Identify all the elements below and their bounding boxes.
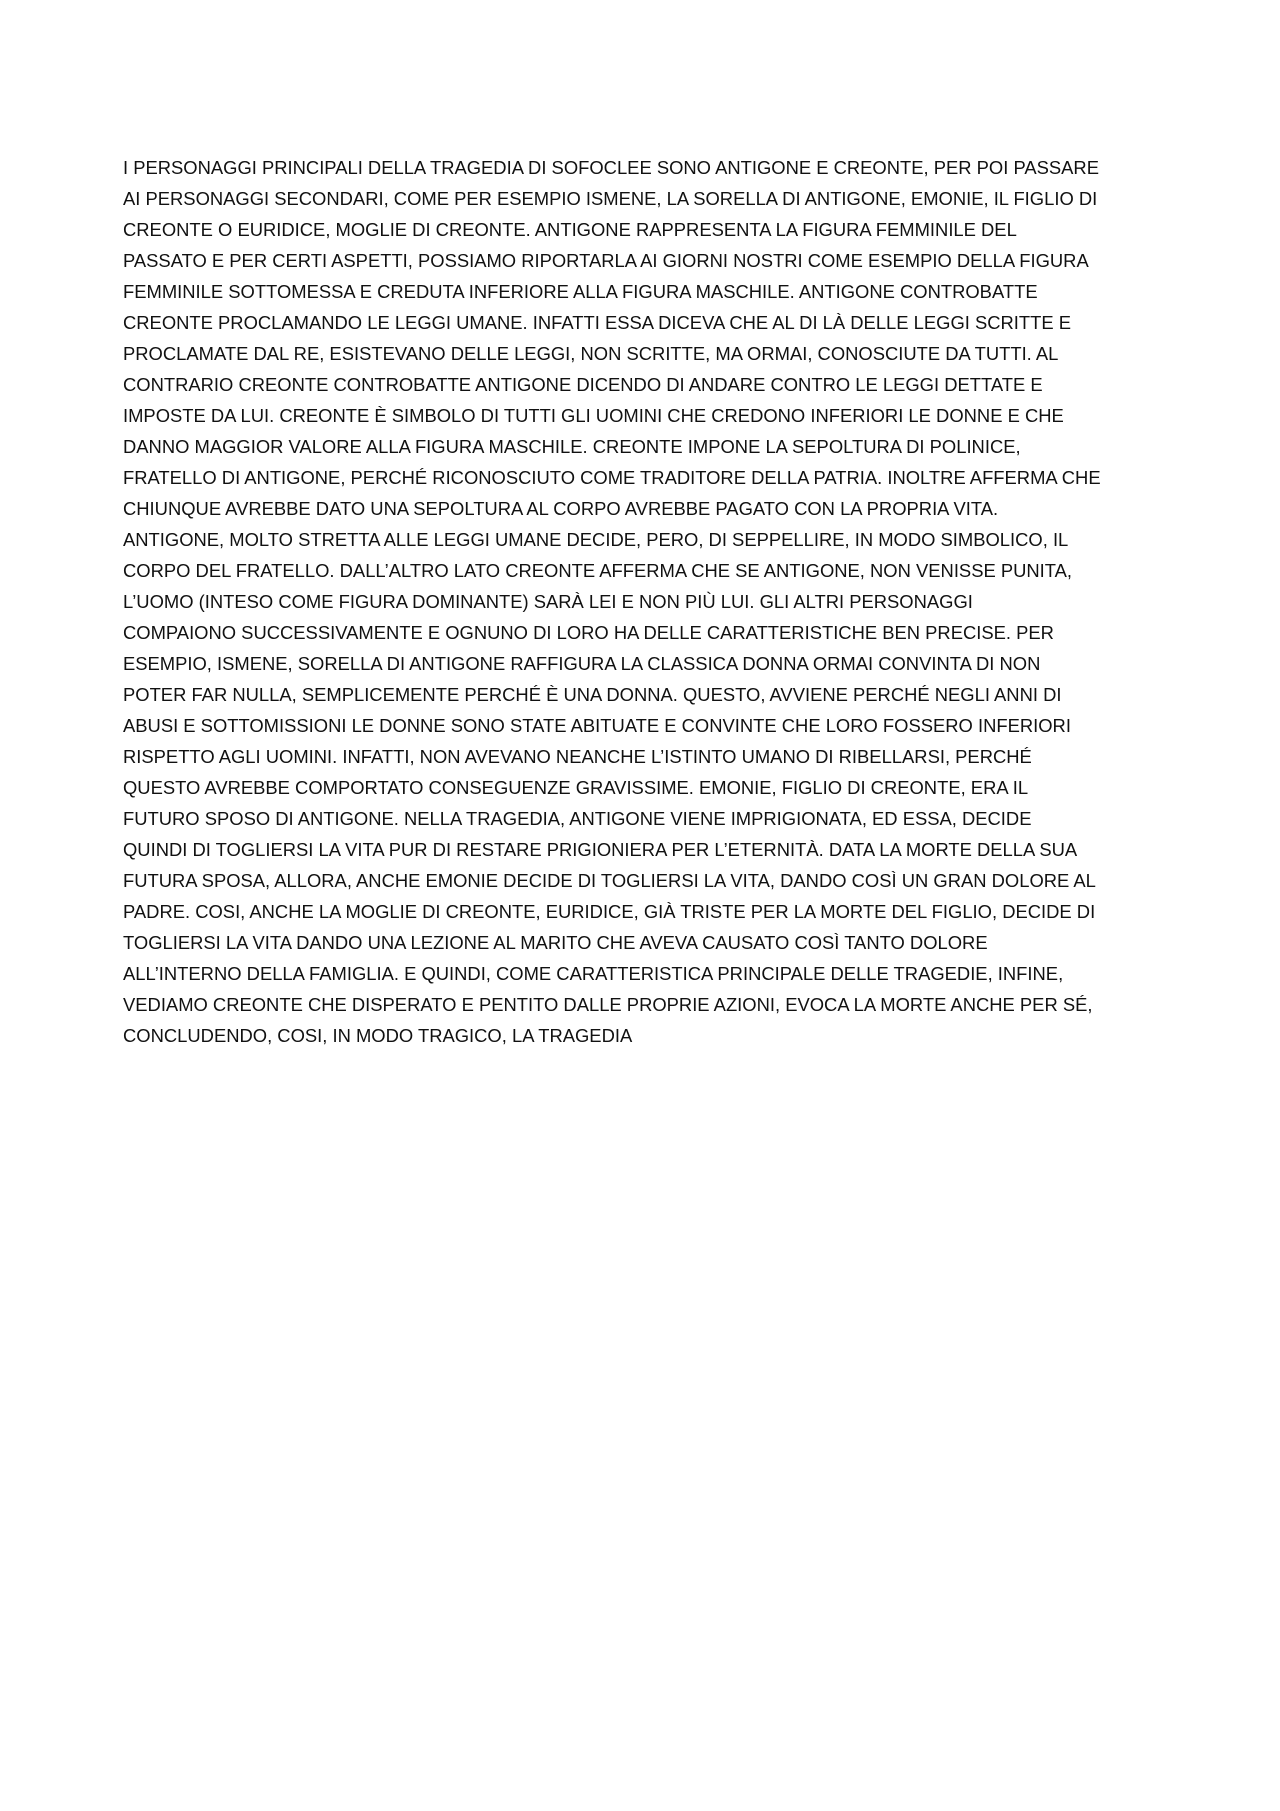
text-line: COMPAIONO SUCCESSIVAMENTE E OGNUNO DI LORO HA DELLE CARATTERISTICHE BEN PRECISE. PER	[123, 622, 1054, 643]
text-line: DANNO MAGGIOR VALORE ALLA FIGURA MASCHILE. CREONTE IMPONE LA SEPOLTURA DI POLINICE,	[123, 436, 1021, 457]
text-line: PROCLAMATE DAL RE, ESISTEVANO DELLE LEGGI, NON SCRITTE, MA ORMAI, CONOSCIUTE DA TUTTI. AL	[123, 343, 1059, 364]
text-line: CREONTE O EURIDICE, MOGLIE DI CREONTE. ANTIGONE RAPPRESENTA LA FIGURA FEMMINILE DEL	[123, 219, 1017, 240]
text-line: IMPOSTE DA LUI. CREONTE È SIMBOLO DI TUTTI GLI UOMINI CHE CREDONO INFERIORI LE DONNE E CHE	[123, 405, 1064, 426]
body-text	[123, 152, 1183, 1051]
text-line: ANTIGONE, MOLTO STRETTA ALLE LEGGI UMANE DECIDE, PERO, DI SEPPELLIRE, IN MODO SIMBOLICO, IL	[123, 529, 1069, 550]
text-line: ABUSI E SOTTOMISSIONI LE DONNE SONO STATE ABITUATE E CONVINTE CHE LORO FOSSERO INFERIORI	[123, 715, 1071, 736]
text-line: FEMMINILE SOTTOMESSA E CREDUTA INFERIORE ALLA FIGURA MASCHILE. ANTIGONE CONTROBATTE	[123, 281, 1038, 302]
text-line: RISPETTO AGLI UOMINI. INFATTI, NON AVEVANO NEANCHE L’ISTINTO UMANO DI RIBELLARSI, PERCHÉ	[123, 746, 1032, 767]
text-line: ESEMPIO, ISMENE, SORELLA DI ANTIGONE RAFFIGURA LA CLASSICA DONNA ORMAI CONVINTA DI NON	[123, 653, 1041, 674]
text-line: I PERSONAGGI PRINCIPALI DELLA TRAGEDIA DI SOFOCLEE SONO ANTIGONE E CREONTE, PER POI PASSARE	[123, 157, 1099, 178]
text-line: POTER FAR NULLA, SEMPLICEMENTE PERCHÉ È UNA DONNA. QUESTO, AVVIENE PERCHÉ NEGLI ANNI DI	[123, 684, 1062, 705]
text-line: CREONTE PROCLAMANDO LE LEGGI UMANE. INFATTI ESSA DICEVA CHE AL DI LÀ DELLE LEGGI SCRITTE E	[123, 312, 1072, 333]
text-line: QUINDI DI TOGLIERSI LA VITA PUR DI RESTARE PRIGIONIERA PER L’ETERNITÀ. DATA LA MORTE DELLA SUA	[123, 839, 1078, 860]
text-line: CORPO DEL FRATELLO. DALL’ALTRO LATO CREONTE AFFERMA CHE SE ANTIGONE, NON VENISSE PUNITA,	[123, 560, 1073, 581]
text-line: CONCLUDENDO, COSI, IN MODO TRAGICO, LA TRAGEDIA	[123, 1025, 633, 1046]
text-line: PASSATO E PER CERTI ASPETTI, POSSIAMO RIPORTARLA AI GIORNI NOSTRI COME ESEMPIO DELLA FIGURA	[123, 250, 1089, 271]
text-line: TOGLIERSI LA VITA DANDO UNA LEZIONE AL MARITO CHE AVEVA CAUSATO COSÌ TANTO DOLORE	[123, 932, 988, 953]
text-line: PADRE. COSI, ANCHE LA MOGLIE DI CREONTE, EURIDICE, GIÀ TRISTE PER LA MORTE DEL FIGLIO, DECIDE DI	[123, 901, 1096, 922]
text-line: FRATELLO DI ANTIGONE, PERCHÉ RICONOSCIUTO COME TRADITORE DELLA PATRIA. INOLTRE AFFERMA CHE	[123, 467, 1101, 488]
text-line: AI PERSONAGGI SECONDARI, COME PER ESEMPIO ISMENE, LA SORELLA DI ANTIGONE, EMONIE, IL FIGLIO DI	[123, 188, 1098, 209]
text-line: CHIUNQUE AVREBBE DATO UNA SEPOLTURA AL CORPO AVREBBE PAGATO CON LA PROPRIA VITA.	[123, 498, 999, 519]
text-line: FUTURA SPOSA, ALLORA, ANCHE EMONIE DECIDE DI TOGLIERSI LA VITA, DANDO COSÌ UN GRAN DOLORE AL	[123, 870, 1096, 891]
text-line: L’UOMO (INTESO COME FIGURA DOMINANTE) SARÀ LEI E NON PIÙ LUI. GLI ALTRI PERSONAGGI	[123, 591, 973, 612]
text-line: CONTRARIO CREONTE CONTROBATTE ANTIGONE DICENDO DI ANDARE CONTRO LE LEGGI DETTATE E	[123, 374, 1043, 395]
text-line: VEDIAMO CREONTE CHE DISPERATO E PENTITO DALLE PROPRIE AZIONI, EVOCA LA MORTE ANCHE PER SÉ,	[123, 994, 1093, 1015]
text-line: ALL’INTERNO DELLA FAMIGLIA. E QUINDI, COME CARATTERISTICA PRINCIPALE DELLE TRAGEDIE, INFINE,	[123, 963, 1064, 984]
text-line: QUESTO AVREBBE COMPORTATO CONSEGUENZE GRAVISSIME. EMONIE, FIGLIO DI CREONTE, ERA IL	[123, 777, 1029, 798]
text-line: FUTURO SPOSO DI ANTIGONE. NELLA TRAGEDIA, ANTIGONE VIENE IMPRIGIONATA, ED ESSA, DECIDE	[123, 808, 1032, 829]
